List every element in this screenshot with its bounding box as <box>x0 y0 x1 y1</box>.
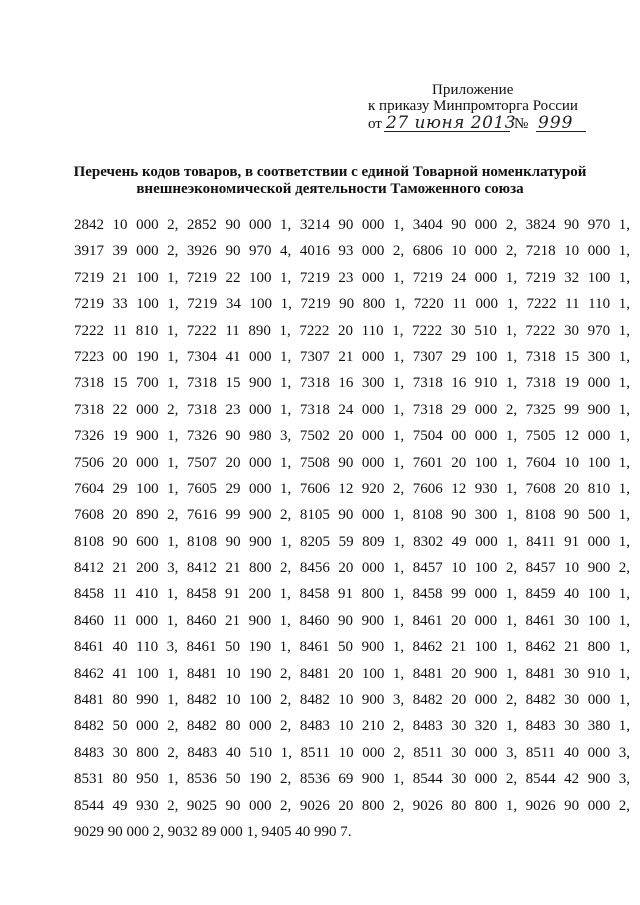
code-line: 2842 10 000 2, 2852 90 000 1, 3214 90 000 1, 3404 90 000 2, 3824 90 970 1, <box>74 217 630 233</box>
code-line: 8531 80 950 1, 8536 50 190 2, 8536 69 900 1, 8544 30 000 2, 8544 42 900 3, <box>74 771 630 788</box>
code-line: 8461 40 110 3, 8461 50 190 1, 8461 50 900 1, 8462 21 100 1, 8462 21 800 1, <box>74 639 630 656</box>
number-underline <box>536 131 586 132</box>
code-line: 8412 21 200 3, 8412 21 800 2, 8456 20 000 1, 8457 10 100 2, 8457 10 900 2, <box>74 560 630 577</box>
codes-list <box>74 212 630 845</box>
code-line: 7222 11 810 1, 7222 11 890 1, 7222 20 110 1, 7222 30 510 1, 7222 30 970 1, <box>74 322 630 339</box>
annex-date-row <box>364 113 594 135</box>
code-line: 7318 15 700 1, 7318 15 900 1, 7318 16 300 1, 7318 16 910 1, 7318 19 000 1, <box>74 375 630 392</box>
annex-order-reference: к приказу Минпромторга России <box>368 98 578 114</box>
code-line: 7223 00 190 1, 7304 41 000 1, 7307 21 000 1, 7307 29 100 1, 7318 15 300 1, <box>74 348 630 365</box>
code-line: 8481 80 990 1, 8482 10 100 2, 8482 10 900 3, 8482 20 000 2, 8482 30 000 1, <box>74 692 630 709</box>
code-line: 7219 33 100 1, 7219 34 100 1, 7219 90 800 1, 7220 11 000 1, 7222 11 110 1, <box>74 296 630 313</box>
code-line: 7219 21 100 1, 7219 22 100 1, 7219 23 000 1, 7219 24 000 1, 7219 32 100 1, <box>74 269 630 286</box>
code-line: 7326 19 900 1, 7326 90 980 3, 7502 20 000 1, 7504 00 000 1, 7505 12 000 1, <box>74 428 630 445</box>
handwritten-date: 27 июня 2013 <box>386 113 517 133</box>
code-line: 7506 20 000 1, 7507 20 000 1, 7508 90 000 1, 7601 20 100 1, 7604 10 100 1, <box>74 454 630 471</box>
code-line: 7604 29 100 1, 7605 29 000 1, 7606 12 920 2, 7606 12 930 1, 7608 20 810 1, <box>74 480 630 497</box>
code-line: 7318 22 000 2, 7318 23 000 1, 7318 24 000 1, 7318 29 000 2, 7325 99 900 1, <box>74 401 630 418</box>
code-line: 8460 11 000 1, 8460 21 900 1, 8460 90 900 1, 8461 20 000 1, 8461 30 100 1, <box>74 612 630 629</box>
code-line: 3917 39 000 2, 3926 90 970 4, 4016 93 000 2, 6806 10 000 2, 7218 10 000 1, <box>74 243 630 260</box>
date-prefix: от <box>368 116 382 132</box>
date-underline <box>384 131 510 132</box>
heading-line-2: внешнеэкономической деятельности Таможенного союза <box>136 181 524 197</box>
code-line: 8108 90 600 1, 8108 90 900 1, 8205 59 809 1, 8302 49 000 1, 8411 91 000 1, <box>74 533 630 550</box>
code-line: 8483 30 800 2, 8483 40 510 1, 8511 10 000 2, 8511 30 000 3, 8511 40 000 3, <box>74 744 630 761</box>
code-line: 9029 90 000 2, 9032 89 000 1, 9405 40 990 7. <box>74 823 352 840</box>
annex-title: Приложение <box>432 82 514 98</box>
heading-line-1: Перечень кодов товаров, в соответствии с единой Товарной номенклатурой <box>73 164 587 180</box>
code-line: 8462 41 100 1, 8481 10 190 2, 8481 20 100 1, 8481 20 900 1, 8481 30 910 1, <box>74 665 630 682</box>
code-line: 7608 20 890 2, 7616 99 900 2, 8105 90 000 1, 8108 90 300 1, 8108 90 500 1, <box>74 507 630 524</box>
code-line: 8544 49 930 2, 9025 90 000 2, 9026 20 800 2, 9026 80 800 1, 9026 90 000 2, <box>74 797 630 814</box>
code-line: 8458 11 410 1, 8458 91 200 1, 8458 91 800 1, 8458 99 000 1, 8459 40 100 1, <box>74 586 630 603</box>
document-heading <box>40 164 620 198</box>
handwritten-number: 999 <box>538 113 574 133</box>
number-prefix: № <box>514 116 529 132</box>
code-line: 8482 50 000 2, 8482 80 000 2, 8483 10 210 2, 8483 30 320 1, 8483 30 380 1, <box>74 718 630 735</box>
